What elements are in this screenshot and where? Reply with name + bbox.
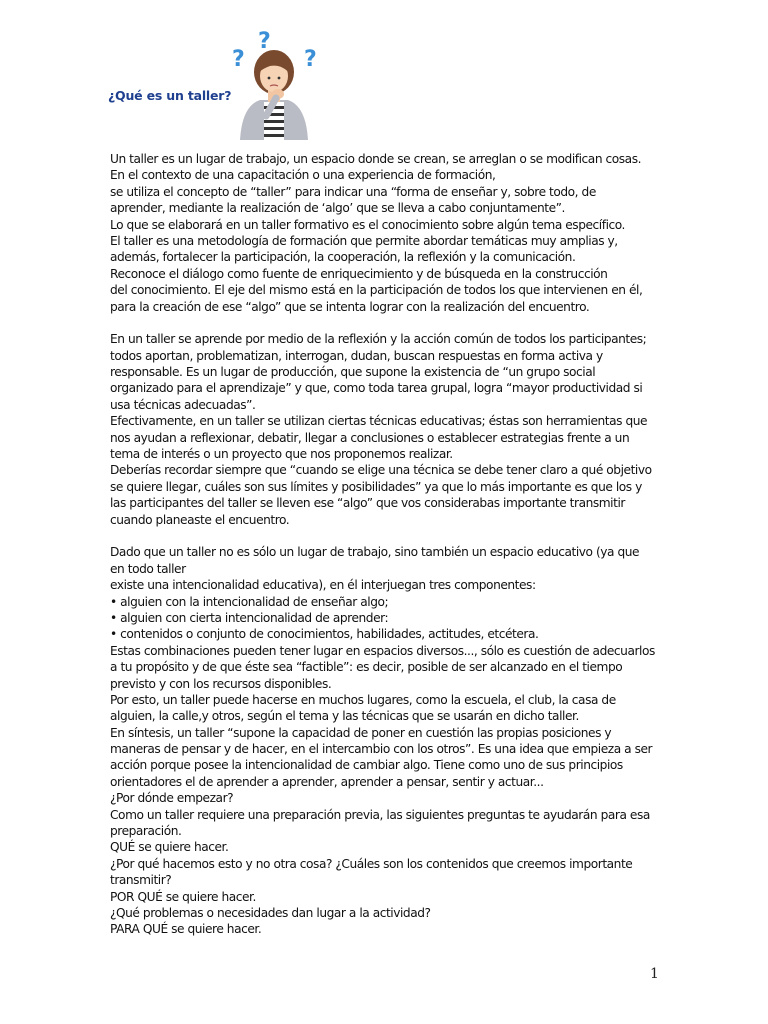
text-line: QUÉ se quiere hacer. <box>110 840 229 855</box>
text-line: Lo que se elaborará en un taller formativo es el conocimiento sobre algún tema específico. <box>110 217 625 232</box>
paragraph <box>110 331 658 528</box>
text-line: En el contexto de una capacitación o una experiencia de formación, <box>110 168 496 183</box>
paragraph-spacer <box>110 528 658 544</box>
text-line: En un taller se aprende por medio de la reflexión y la acción común de todos los participantes; <box>110 332 647 347</box>
text-line: se utiliza el concepto de “taller” para indicar una “forma de enseñar y, sobre todo, de <box>110 184 596 199</box>
text-line: PARA QUÉ se quiere hacer. <box>110 922 262 937</box>
text-line: Como un taller requiere una preparación previa, las siguientes preguntas te ayudarán para esa <box>110 807 650 822</box>
text-line: para la creación de ese “algo” que se intenta lograr con la realización del encuentro. <box>110 299 590 314</box>
text-line: cuando planeaste el encuentro. <box>110 512 290 527</box>
thinking-woman-illustration <box>226 28 330 140</box>
thinking-woman-icon <box>226 28 330 140</box>
text-line: en todo taller <box>110 561 186 576</box>
question-mark-icon: ? <box>232 47 245 72</box>
paragraph <box>110 151 658 315</box>
text-line: Reconoce el diálogo como fuente de enriquecimiento y de búsqueda en la construcción <box>110 266 608 281</box>
text-line: orientadores el de aprender a aprender, aprender a pensar, sentir y actuar... <box>110 774 544 789</box>
paragraph-spacer <box>110 315 658 331</box>
text-line: ¿Qué problemas o necesidades dan lugar a la actividad? <box>110 905 431 920</box>
text-line: Por esto, un taller puede hacerse en muchos lugares, como la escuela, el club, la casa de <box>110 692 616 707</box>
text-line: ¿Por dónde empezar? <box>110 791 234 806</box>
bullet-item: • contenidos o conjunto de conocimientos, habilidades, actitudes, etcétera. <box>110 627 539 642</box>
text-line: preparación. <box>110 824 182 839</box>
text-line: organizado para el aprendizaje” y que, como toda tarea grupal, logra “mayor productividad si <box>110 381 643 396</box>
text-line: todos aportan, problematizan, interrogan, dudan, buscan respuestas en forma activa y <box>110 348 603 363</box>
text-line: a tu propósito y de que éste sea “factible”: es decir, posible de ser alcanzado en el tiempo <box>110 660 623 675</box>
text-line: transmitir? <box>110 873 172 888</box>
text-line: previsto y con los recursos disponibles. <box>110 676 332 691</box>
text-line: del conocimiento. El eje del mismo está en la participación de todos los que intervienen en él, <box>110 283 643 298</box>
text-line: usa técnicas adecuadas”. <box>110 397 256 412</box>
text-line: ¿Por qué hacemos esto y no otra cosa? ¿Cuáles son los contenidos que creemos importante <box>110 856 633 871</box>
text-line: alguien, la calle,y otros, según el tema y las técnicas que se usarán en dicho taller. <box>110 709 579 724</box>
section-heading: ¿Qué es un taller? <box>108 88 232 103</box>
question-mark-icon: ? <box>304 47 317 72</box>
text-line: Efectivamente, en un taller se utilizan ciertas técnicas educativas; éstas son herramientas que <box>110 414 648 429</box>
text-line: además, fortalecer la participación, la cooperación, la reflexión y la comunicación. <box>110 250 576 265</box>
text-line: El taller es una metodología de formación que permite abordar temáticas muy amplias y, <box>110 233 618 248</box>
text-line: Un taller es un lugar de trabajo, un espacio donde se crean, se arreglan o se modifican cosas. <box>110 152 642 166</box>
bullet-item: • alguien con la intencionalidad de enseñar algo; <box>110 594 389 609</box>
text-line: las participantes del taller se lleven ese “algo” que vos considerabas importante transmitir <box>110 496 625 511</box>
text-line: nos ayudan a reflexionar, debatir, llegar a conclusiones o establecer estrategias frente a un <box>110 430 630 445</box>
bullet-item: • alguien con cierta intencionalidad de aprender: <box>110 610 389 625</box>
text-line: existe una intencionalidad educativa), en él interjuegan tres componentes: <box>110 578 536 593</box>
text-line: responsable. Es un lugar de producción, que supone la existencia de “un grupo social <box>110 365 596 380</box>
text-line: POR QUÉ se quiere hacer. <box>110 889 256 904</box>
text-line: Estas combinaciones pueden tener lugar en espacios diversos..., sólo es cuestión de adecuarlos <box>110 643 655 658</box>
paragraph <box>110 544 658 937</box>
text-line: se quiere llegar, cuáles son sus límites y posibilidades” ya que lo más importante es que los y <box>110 479 642 494</box>
text-line: acción porque posee la intencionalidad de cambiar algo. Tiene como uno de sus principios <box>110 758 623 773</box>
document-body <box>110 151 658 938</box>
page-number: 1 <box>650 966 659 982</box>
text-line: Dado que un taller no es sólo un lugar de trabajo, sino también un espacio educativo (ya que <box>110 545 640 560</box>
text-line: En síntesis, un taller “supone la capacidad de poner en cuestión las propias posiciones y <box>110 725 612 740</box>
text-line: tema de interés o un proyecto que nos proponemos realizar. <box>110 447 453 462</box>
question-mark-icon: ? <box>258 29 271 54</box>
text-line: Deberías recordar siempre que “cuando se elige una técnica se debe tener claro a qué objetivo <box>110 463 652 478</box>
text-line: maneras de pensar y de hacer, en el intercambio con los otros”. Es una idea que empieza a ser <box>110 742 653 757</box>
text-line: aprender, mediante la realización de ‘algo’ que se lleva a cabo conjuntamente”. <box>110 201 565 216</box>
